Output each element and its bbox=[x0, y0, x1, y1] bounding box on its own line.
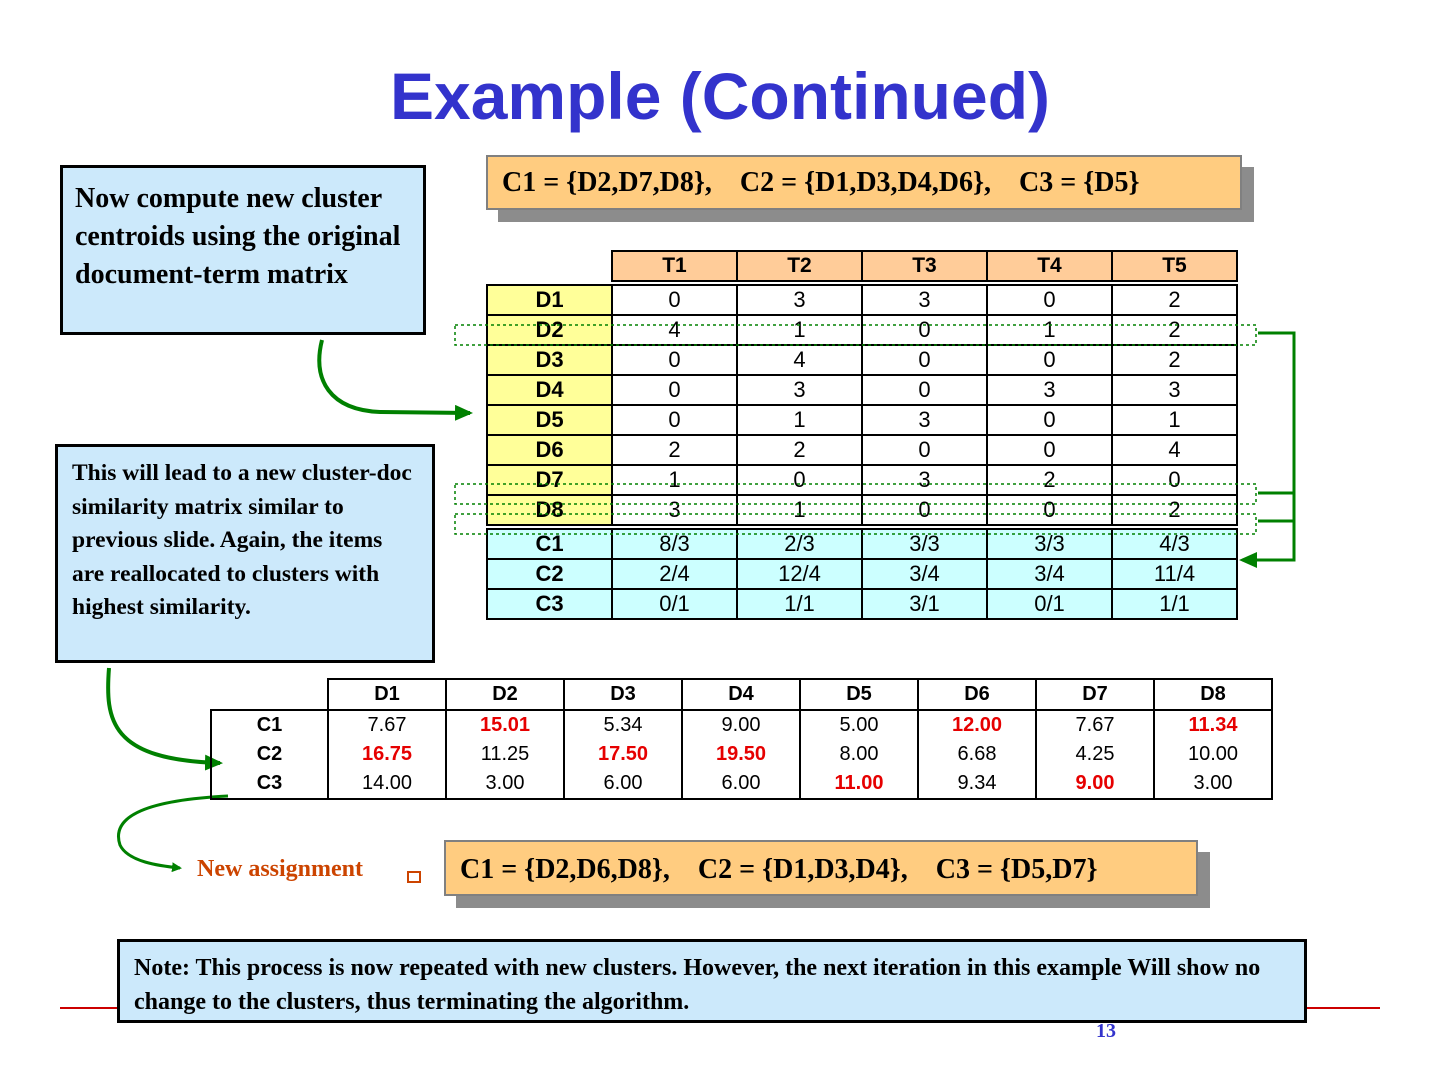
matrix-cell: 0 bbox=[987, 405, 1112, 435]
term-header: T4 bbox=[987, 251, 1112, 281]
matrix-cell: 0 bbox=[612, 405, 737, 435]
iteration-note: Note: This process is now repeated with new clusters. However, the next iteration in this example Will show no change to the clusters, thus terminating the algorithm. bbox=[117, 939, 1307, 1023]
centroid-cell: 3/3 bbox=[862, 529, 987, 559]
similarity-header-row bbox=[211, 679, 1272, 710]
matrix-cell: 2 bbox=[1112, 285, 1237, 315]
similarity-cell-max: 11.34 bbox=[1154, 710, 1272, 740]
centroid-instruction-note: Now compute new cluster centroids using the original document-term matrix bbox=[60, 165, 426, 335]
new-clusters-box: C1 = {D2,D6,D8}, C2 = {D1,D3,D4}, C3 = {D5,D7} bbox=[444, 840, 1198, 896]
matrix-cell: 2 bbox=[737, 435, 862, 465]
similarity-cell: 6.00 bbox=[682, 769, 800, 799]
cluster-doc-similarity-matrix bbox=[210, 678, 1273, 800]
centroid-cell: 3/3 bbox=[987, 529, 1112, 559]
matrix-cell: 1 bbox=[737, 495, 862, 525]
doc-label: D4 bbox=[487, 375, 612, 405]
centroid-label: C2 bbox=[487, 559, 612, 589]
similarity-cell: 14.00 bbox=[328, 769, 446, 799]
note-to-matrix-arrow bbox=[319, 340, 470, 413]
centroid-cell: 8/3 bbox=[612, 529, 737, 559]
similarity-cell: 6.68 bbox=[918, 740, 1036, 769]
matrix-cell: 3 bbox=[862, 285, 987, 315]
matrix-cell: 0 bbox=[1112, 465, 1237, 495]
centroid-cell: 0/1 bbox=[612, 589, 737, 619]
table-row bbox=[211, 740, 1272, 769]
matrix-cell: 3 bbox=[1112, 375, 1237, 405]
centroid-cell: 3/4 bbox=[987, 559, 1112, 589]
doc-label: D6 bbox=[487, 435, 612, 465]
matrix-cell: 0 bbox=[612, 285, 737, 315]
similarity-cell: 7.67 bbox=[1036, 710, 1154, 740]
centroid-cell: 11/4 bbox=[1112, 559, 1237, 589]
similarity-cell-max: 12.00 bbox=[918, 710, 1036, 740]
similarity-cell-max: 19.50 bbox=[682, 740, 800, 769]
matrix-cell: 0 bbox=[862, 345, 987, 375]
table-row bbox=[211, 769, 1272, 799]
matrix-cell: 2 bbox=[987, 465, 1112, 495]
matrix-cell: 2 bbox=[1112, 315, 1237, 345]
matrix-cell: 0 bbox=[987, 345, 1112, 375]
matrix-cell: 3 bbox=[737, 375, 862, 405]
matrix-cell: 3 bbox=[862, 465, 987, 495]
doc-header: D4 bbox=[682, 679, 800, 710]
matrix-cell: 1 bbox=[1112, 405, 1237, 435]
doc-label: D3 bbox=[487, 345, 612, 375]
term-header: T5 bbox=[1112, 251, 1237, 281]
similarity-cell: 7.67 bbox=[328, 710, 446, 740]
matrix-cell: 1 bbox=[987, 315, 1112, 345]
similarity-cell: 9.34 bbox=[918, 769, 1036, 799]
term-header: T3 bbox=[862, 251, 987, 281]
matrix-cell: 0 bbox=[987, 285, 1112, 315]
doc-header: D8 bbox=[1154, 679, 1272, 710]
centroid-cell: 12/4 bbox=[737, 559, 862, 589]
current-clusters-box: C1 = {D2,D7,D8}, C2 = {D1,D3,D4,D6}, C3 = {D5} bbox=[486, 155, 1242, 210]
d2-highlight-box bbox=[455, 325, 1256, 345]
doc-label: D2 bbox=[487, 315, 612, 345]
centroid-cell: 2/4 bbox=[612, 559, 737, 589]
similarity-cell: 5.34 bbox=[564, 710, 682, 740]
similarity-cell: 9.00 bbox=[682, 710, 800, 740]
term-header: T2 bbox=[737, 251, 862, 281]
doc-header: D5 bbox=[800, 679, 918, 710]
centroid-label: C1 bbox=[487, 529, 612, 559]
cluster-label: C1 bbox=[211, 710, 328, 740]
centroid-cell: 1/1 bbox=[1112, 589, 1237, 619]
similarity-cell: 3.00 bbox=[1154, 769, 1272, 799]
term-header: T1 bbox=[612, 251, 737, 281]
assignment-marker-icon bbox=[408, 872, 420, 882]
centroid-cell: 2/3 bbox=[737, 529, 862, 559]
matrix-cell: 0 bbox=[987, 435, 1112, 465]
matrix-cell: 0 bbox=[862, 375, 987, 405]
matrix-cell: 1 bbox=[612, 465, 737, 495]
d8-highlight-box bbox=[455, 514, 1256, 534]
doc-header: D6 bbox=[918, 679, 1036, 710]
centroid-cell: 0/1 bbox=[987, 589, 1112, 619]
centroid-cell: 3/1 bbox=[862, 589, 987, 619]
doc-header: D7 bbox=[1036, 679, 1154, 710]
similarity-cell-max: 17.50 bbox=[564, 740, 682, 769]
similarity-cell: 3.00 bbox=[446, 769, 564, 799]
reallocation-note: This will lead to a new cluster-doc similarity matrix similar to previous slide. Again, the items are reallocated to clusters with highest similarity. bbox=[55, 444, 435, 663]
slide-title: Example (Continued) bbox=[389, 59, 1051, 133]
doc-label: D5 bbox=[487, 405, 612, 435]
new-assignment-label: New assignment bbox=[197, 856, 363, 882]
matrix-cell: 0 bbox=[862, 315, 987, 345]
matrix-cell: 0 bbox=[862, 495, 987, 525]
matrix-cell: 2 bbox=[1112, 495, 1237, 525]
d7-highlight-box bbox=[455, 484, 1256, 504]
similarity-cell: 6.00 bbox=[564, 769, 682, 799]
matrix-cell: 0 bbox=[612, 345, 737, 375]
doc-header: D2 bbox=[446, 679, 564, 710]
similarity-cell: 5.00 bbox=[800, 710, 918, 740]
matrix-cell: 1 bbox=[737, 405, 862, 435]
doc-label: D8 bbox=[487, 495, 612, 525]
matrix-cell: 2 bbox=[612, 435, 737, 465]
matrix-cell: 4 bbox=[737, 345, 862, 375]
note-to-similarity-arrow bbox=[108, 668, 220, 763]
matrix-cell: 3 bbox=[737, 285, 862, 315]
matrix-cell: 2 bbox=[1112, 345, 1237, 375]
doc-label: D7 bbox=[487, 465, 612, 495]
centroid-cell: 3/4 bbox=[862, 559, 987, 589]
similarity-cell-max: 11.00 bbox=[800, 769, 918, 799]
similarity-cell-max: 16.75 bbox=[328, 740, 446, 769]
doc-header: D3 bbox=[564, 679, 682, 710]
doc-label: D1 bbox=[487, 285, 612, 315]
similarity-cell: 4.25 bbox=[1036, 740, 1154, 769]
similarity-cell-max: 9.00 bbox=[1036, 769, 1154, 799]
similarity-cell: 10.00 bbox=[1154, 740, 1272, 769]
similarity-cell: 8.00 bbox=[800, 740, 918, 769]
table-corner bbox=[211, 679, 328, 710]
centroid-cell: 4/3 bbox=[1112, 529, 1237, 559]
centroid-cell: 1/1 bbox=[737, 589, 862, 619]
table-row bbox=[211, 710, 1272, 740]
page-number: 13 bbox=[1096, 1020, 1116, 1042]
similarity-cell-max: 15.01 bbox=[446, 710, 564, 740]
similarity-cell: 11.25 bbox=[446, 740, 564, 769]
matrix-cell: 0 bbox=[737, 465, 862, 495]
footer-rule-left bbox=[60, 1007, 118, 1009]
matrix-cell: 3 bbox=[862, 405, 987, 435]
footer-rule-right bbox=[1306, 1007, 1380, 1009]
matrix-cell: 4 bbox=[612, 315, 737, 345]
matrix-cell: 1 bbox=[737, 315, 862, 345]
matrix-cell: 3 bbox=[987, 375, 1112, 405]
matrix-cell: 0 bbox=[862, 435, 987, 465]
matrix-cell: 3 bbox=[612, 495, 737, 525]
c1-bracket-arrow bbox=[1242, 333, 1294, 560]
matrix-cell: 4 bbox=[1112, 435, 1237, 465]
cluster-label: C3 bbox=[211, 769, 328, 799]
matrix-cell: 0 bbox=[987, 495, 1112, 525]
matrix-cell: 0 bbox=[612, 375, 737, 405]
centroid-label: C3 bbox=[487, 589, 612, 619]
doc-header: D1 bbox=[328, 679, 446, 710]
cluster-label: C2 bbox=[211, 740, 328, 769]
